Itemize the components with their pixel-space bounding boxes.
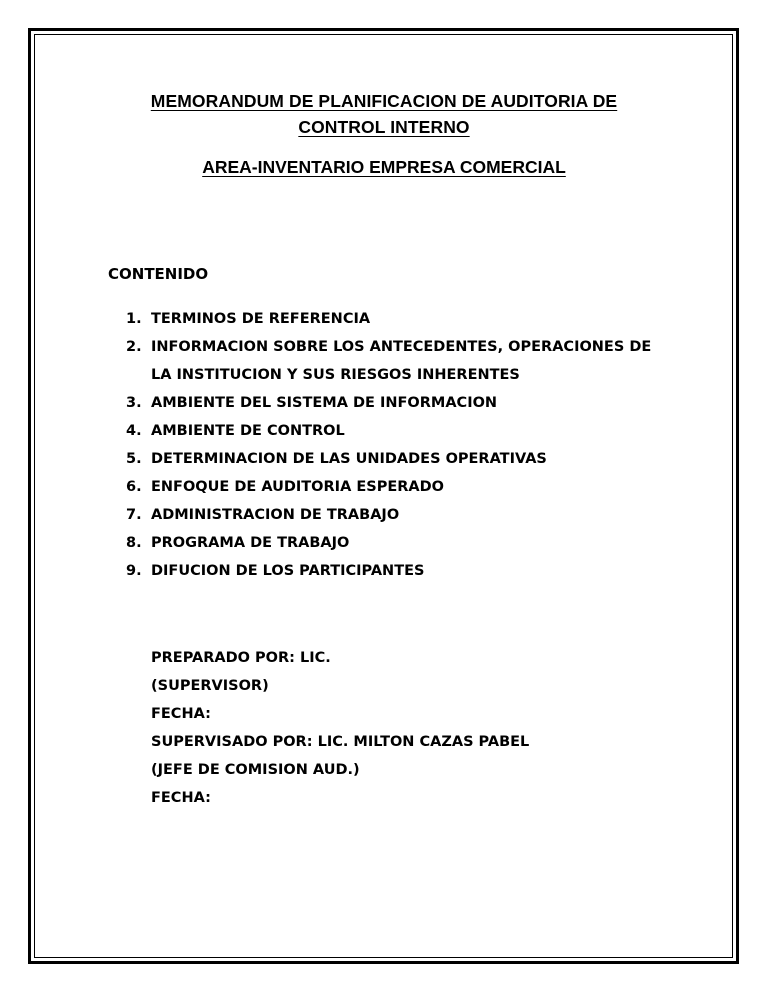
contents-item-text: TERMINOS DE REFERENCIA	[151, 311, 371, 327]
contents-item-number: 8.	[126, 535, 142, 551]
contents-item-number: 5.	[126, 451, 142, 467]
contents-item-text: DIFUCION DE LOS PARTICIPANTES	[151, 563, 425, 579]
contents-item-text: ADMINISTRACION DE TRABAJO	[151, 507, 400, 523]
contents-item-text: AMBIENTE DEL SISTEMA DE INFORMACION	[151, 395, 498, 411]
contents-item-number: 1.	[126, 311, 142, 327]
contents-item-number: 4.	[126, 423, 142, 439]
contents-item-text: INFORMACION SOBRE LOS ANTECEDENTES, OPERACIONES DE LA INSTITUCION Y SUS RIESGOS INHERENTES	[151, 339, 652, 383]
contents-item-number: 7.	[126, 507, 142, 523]
document-subtitle: AREA-INVENTARIO EMPRESA COMERCIAL	[202, 157, 566, 177]
contents-item-number: 3.	[126, 395, 142, 411]
contents-item-number: 6.	[126, 479, 142, 495]
document-title-line-2: CONTROL INTERNO	[298, 117, 470, 137]
supervised-by: SUPERVISADO POR: LIC. MILTON CAZAS PABEL	[151, 734, 530, 750]
contents-item-number: 9.	[126, 563, 142, 579]
contents-item-text: DETERMINACION DE LAS UNIDADES OPERATIVAS	[151, 451, 547, 467]
contents-item-text: PROGRAMA DE TRABAJO	[151, 535, 350, 551]
supervised-role: (JEFE DE COMISION AUD.)	[151, 762, 360, 778]
contents-heading: CONTENIDO	[108, 265, 209, 283]
prepared-role: (SUPERVISOR)	[151, 678, 269, 694]
prepared-by: PREPARADO POR: LIC.	[151, 650, 331, 666]
supervised-date: FECHA:	[151, 790, 211, 806]
signature-block	[151, 644, 529, 812]
document-title-line-1: MEMORANDUM DE PLANIFICACION DE AUDITORIA DE	[150, 91, 618, 111]
prepared-date: FECHA:	[151, 706, 211, 722]
contents-item-number: 2.	[126, 339, 142, 355]
contents-item-text: AMBIENTE DE CONTROL	[151, 423, 345, 439]
contents-item-text: ENFOQUE DE AUDITORIA ESPERADO	[151, 479, 444, 495]
